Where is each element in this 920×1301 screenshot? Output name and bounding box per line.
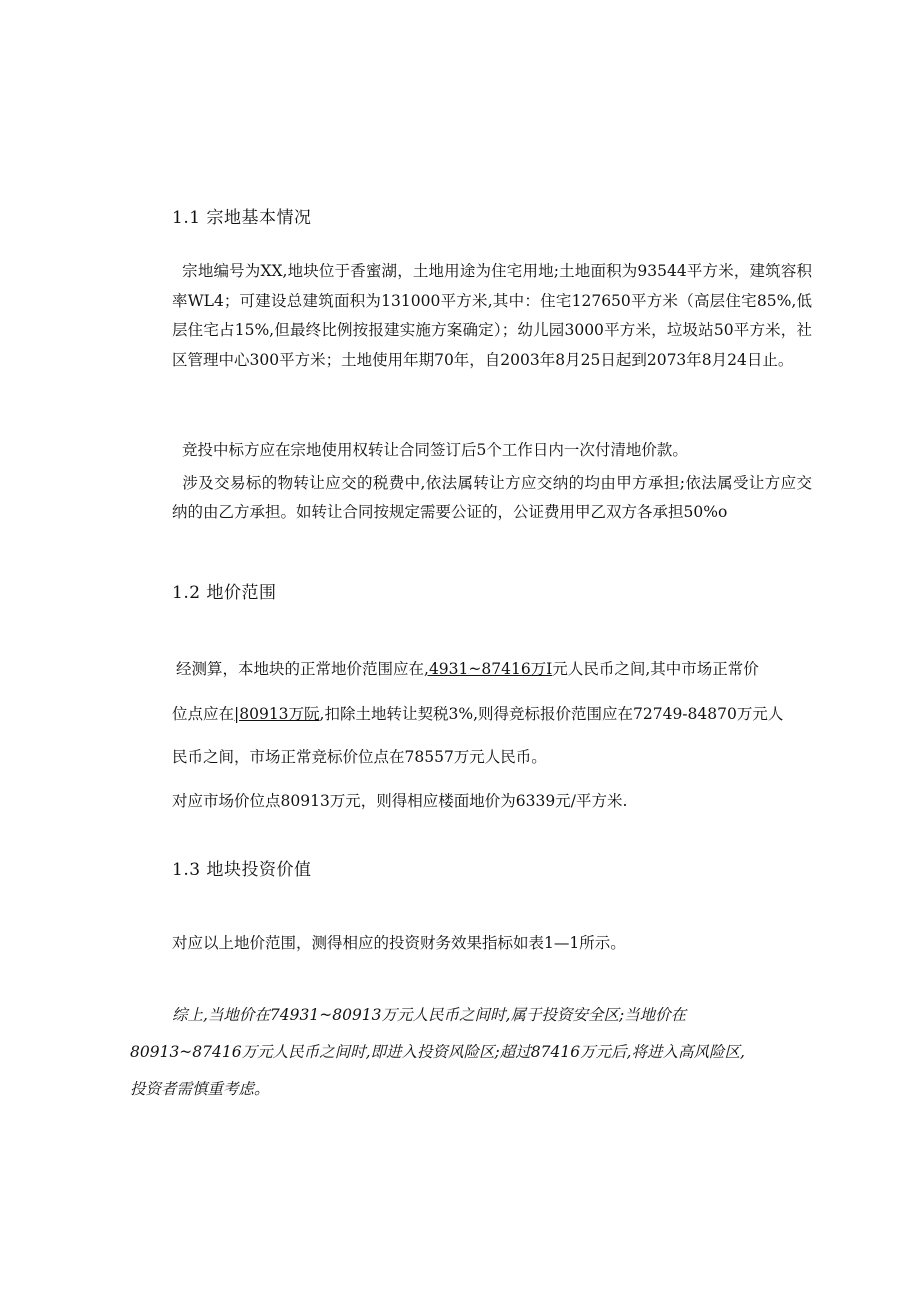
paragraph-land-basics-text: 宗地编号为XX,地块位于香蜜湖，土地用途为住宅用地;土地面积为93544平方米，建筑容积率WL4；可建设总建筑面积为131000平方米,其中：住宅127650平方米（高层住宅85%,低层住宅占15%,但最终比例按报建实施方案确定）；幼儿园3000平方米，垃圾站50平方米，社区管理中心300平方米；土地使用年期70年，自2003年8月25日起到2073年8月24日止。 [172,262,812,369]
price-range-line-3: 民币之间，市场正常竞标价位点在78557万元人民币。 [172,748,547,766]
summary-line-1: 综上,当地价在74931~80913万元人民币之间时,属于投资安全区;当地价在 [172,1006,687,1024]
paragraph-tax-terms [172,469,812,527]
floor-price-line: 对应市场价位点80913万元，则得相应楼面地价为6339元/平方米. [172,792,628,810]
price-range-underlined: ,4931~87416万I [424,660,553,678]
price-range-line-2: 位点应在|80913万阮,扣除土地转让契税3%,则得竞标报价范围应在72749-84870万元人 [172,705,784,723]
paragraph-tax-terms-text: 涉及交易标的物转让应交的税费中,依法属转让方应交纳的均由甲方承担;依法属受让方应交纳的由乙方承担。如转让合同按规定需要公证的，公证费用甲乙双方各承担50%o [172,474,812,521]
paragraph-land-basics [172,257,812,375]
summary-line-3: 投资者需慎重考虑。 [130,1080,270,1098]
summary-line-2: 80913~87416万元人民币之间时,即进入投资风险区;超过87416万元后,将进入高风险区, [130,1043,745,1061]
price-range-line-1: 经测算，本地块的正常地价范围应在,4931~87416万I元人民币之间,其中市场正常价 [176,660,759,678]
price-point-underlined: |80913万阮 [234,705,320,723]
paragraph-payment-terms: 竞投中标方应在宗地使用权转让合同签订后5个工作日内一次付清地价款。 [182,441,688,459]
section-heading-1-1: 1.1 宗地基本情况 [172,208,312,228]
section-heading-1-3: 1.3 地块投资价值 [172,860,312,880]
section-heading-1-2: 1.2 地价范围 [172,583,277,603]
investment-indicator-line: 对应以上地价范围，测得相应的投资财务效果指标如表1—1所示。 [172,934,626,952]
